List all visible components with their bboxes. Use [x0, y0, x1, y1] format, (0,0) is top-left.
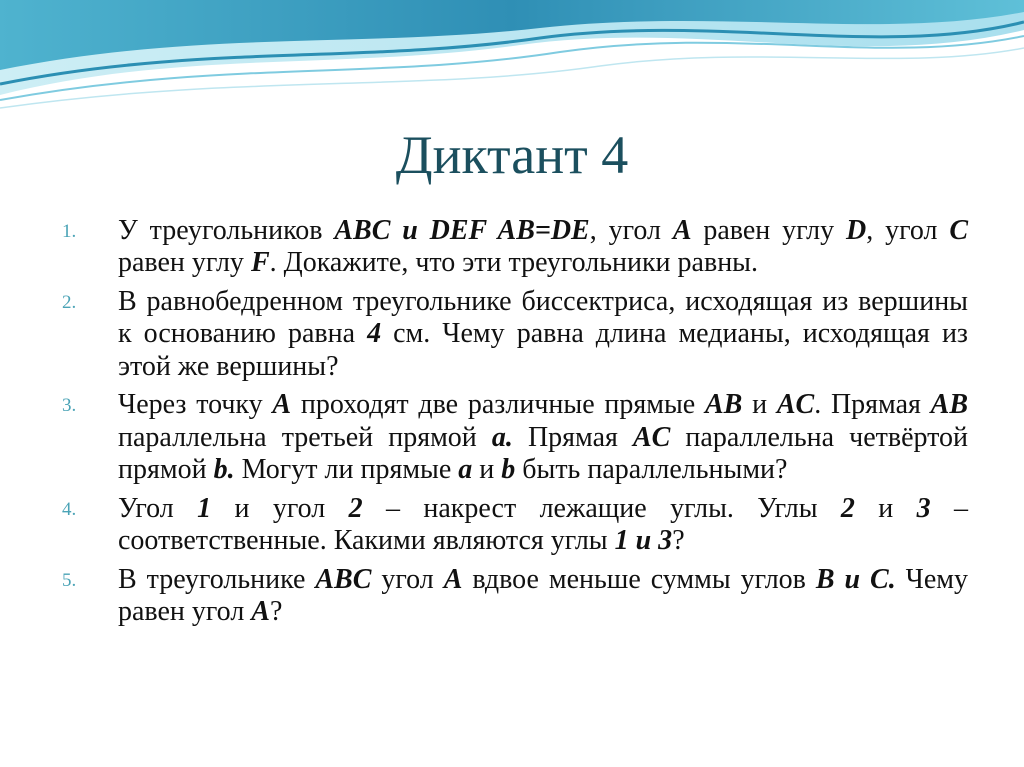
- item-number: 5.: [62, 569, 77, 591]
- math-term: D: [846, 215, 867, 246]
- text-run: , угол: [866, 215, 950, 246]
- math-term: AC: [776, 389, 815, 421]
- text-run: см. Чему равна длина медианы, исходящая из этой же вершины?: [118, 318, 968, 382]
- math-term: B и C.: [815, 563, 896, 595]
- text-run: проходят две различные прямые: [291, 389, 705, 421]
- list-item: [48, 286, 968, 383]
- item-number: 1.: [62, 221, 77, 242]
- math-term: 4: [367, 318, 382, 350]
- math-term: A: [443, 563, 463, 595]
- math-term: a.: [491, 421, 513, 453]
- wave-decoration: [0, 0, 1024, 120]
- text-run: Прямая: [512, 421, 633, 453]
- math-term: A: [272, 389, 292, 421]
- text-run: , угол: [589, 215, 673, 246]
- item-text: [118, 286, 968, 383]
- math-term: 2: [348, 492, 363, 524]
- math-term: F: [250, 247, 270, 279]
- text-run: Через точку: [118, 389, 273, 421]
- item-text: [118, 564, 968, 629]
- math-term: 2: [840, 492, 855, 524]
- item-text: [118, 493, 968, 558]
- item-number: 2.: [62, 291, 77, 313]
- question-list: [48, 215, 968, 635]
- text-run: параллельна третьей прямой: [118, 421, 492, 453]
- text-run: – накрест лежащие углы. Углы: [362, 492, 841, 524]
- text-run: В треугольнике: [118, 563, 316, 595]
- text-run: – соответственные. Какими являются углы: [118, 492, 969, 557]
- text-run: . Прямая: [814, 389, 931, 421]
- text-run: параллельна четвёртой прямой: [118, 421, 968, 486]
- text-run: и: [854, 492, 917, 524]
- slide-title: Диктант 4: [395, 125, 629, 185]
- math-term: 1 и 3: [614, 525, 673, 557]
- math-term: AB: [704, 389, 743, 421]
- text-run: равен углу: [118, 247, 251, 279]
- math-term: 1: [197, 492, 212, 524]
- list-item: [48, 564, 968, 629]
- math-term: b.: [213, 454, 235, 486]
- list-item: [48, 493, 968, 558]
- item-number: 4.: [62, 498, 77, 520]
- text-run: У треугольников: [118, 215, 335, 246]
- math-term: AB: [930, 389, 968, 421]
- math-term: AC: [632, 421, 671, 453]
- text-run: ?: [672, 525, 685, 557]
- text-run: угол: [371, 563, 444, 595]
- math-term: b: [501, 454, 516, 486]
- text-run: и: [472, 454, 502, 486]
- text-run: Угол: [118, 492, 198, 524]
- math-term: ABC: [315, 563, 372, 595]
- math-term: 3: [916, 492, 931, 524]
- item-text: [118, 389, 968, 486]
- math-term: C: [949, 215, 969, 246]
- math-term: A: [251, 596, 270, 628]
- math-term: ABC и DEF AB=DE: [334, 215, 590, 246]
- math-term: A: [672, 215, 692, 246]
- text-run: равен углу: [691, 215, 846, 246]
- text-run: и: [742, 389, 777, 421]
- math-term: a: [458, 454, 473, 486]
- item-number: 3.: [62, 395, 77, 417]
- text-run: быть параллельными?: [515, 454, 788, 486]
- list-item: [48, 389, 968, 486]
- text-run: . Докажите, что эти треугольники равны.: [269, 247, 758, 279]
- text-run: Могут ли прямые: [234, 454, 459, 486]
- text-run: Чему равен угол: [118, 563, 969, 628]
- item-text: [118, 215, 968, 280]
- text-run: вдвое меньше суммы углов: [462, 563, 816, 595]
- list-item: [48, 215, 968, 280]
- text-run: В равнобедренном треугольнике биссектриса, исходящая из вершины к основанию равна: [118, 285, 968, 350]
- text-run: и угол: [211, 492, 349, 524]
- text-run: ?: [269, 596, 283, 628]
